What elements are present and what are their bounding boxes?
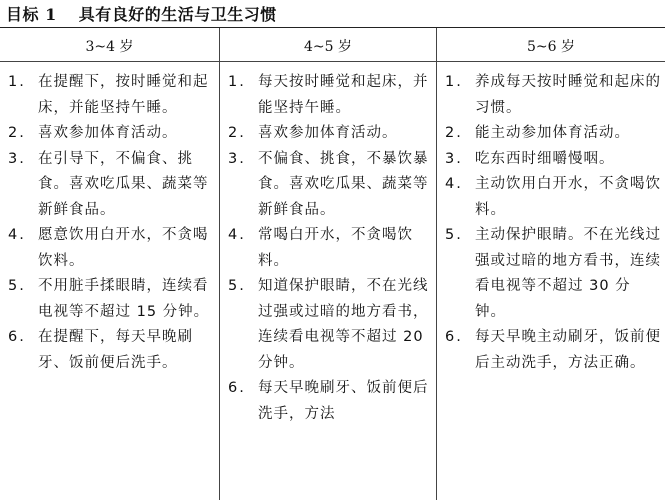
list-item: 5. 知道保护眼睛，不在光线过强或过暗的地方看书，连续看电视等不超过 20 分钟。 <box>228 278 429 371</box>
column-age-3-4 <box>0 28 219 500</box>
table-title-text: 具有良好的生活与卫生习惯 <box>78 5 277 24</box>
list-item: 1. 在提醒下，按时睡觉和起床，并能坚持午睡。 <box>8 74 209 116</box>
list-item: 6. 每天早晚刷牙、饭前便后洗手，方法 <box>228 380 429 422</box>
list-item: 4. 常喝白开水，不贪喝饮料。 <box>228 227 413 269</box>
list-item: 4. 愿意饮用白开水，不贪喝饮料。 <box>8 227 209 269</box>
column-age-4-5 <box>220 28 436 500</box>
list-item: 3. 吃东西时细嚼慢咽。 <box>445 150 615 167</box>
list-item: 2. 能主动参加体育活动。 <box>445 125 630 141</box>
list-item: 3. 不偏食、挑食，不暴饮暴食。喜欢吃瓜果、蔬菜等新鲜食品。 <box>228 150 429 218</box>
list-item: 5. 不用脏手揉眼睛，连续看电视等不超过 15 分钟。 <box>8 278 210 320</box>
list-item: 5. 主动保护眼睛。不在光线过强或过暗的地方看书，连续看电视等不超过 30 分钟。 <box>445 227 661 320</box>
column-header: 3~4 岁 <box>85 39 134 55</box>
list-item: 2. 喜欢参加体育活动。 <box>8 125 178 141</box>
list-item: 6. 每天早晚主动刷牙，饭前便后主动洗手，方法正确。 <box>445 329 661 371</box>
list-item: 2. 喜欢参加体育活动。 <box>228 125 398 141</box>
column-header: 4~5 岁 <box>304 39 352 55</box>
list-item: 1. 每天按时睡觉和起床，并能坚持午睡。 <box>228 74 429 116</box>
goals-table <box>0 27 665 500</box>
table-title <box>6 2 277 25</box>
list-item: 4. 主动饮用白开水，不贪喝饮料。 <box>445 176 661 218</box>
column-age-5-6 <box>437 28 665 500</box>
list-item: 1. 养成每天按时睡觉和起床的习惯。 <box>445 74 661 116</box>
table-title-label: 目标 1 <box>6 5 57 24</box>
column-header: 5~6 岁 <box>527 39 575 55</box>
list-item: 6. 在提醒下，每天早晚刷牙、饭前便后洗手。 <box>8 329 193 371</box>
list-item: 3. 在引导下，不偏食、挑食。喜欢吃瓜果、蔬菜等新鲜食品。 <box>8 150 209 218</box>
